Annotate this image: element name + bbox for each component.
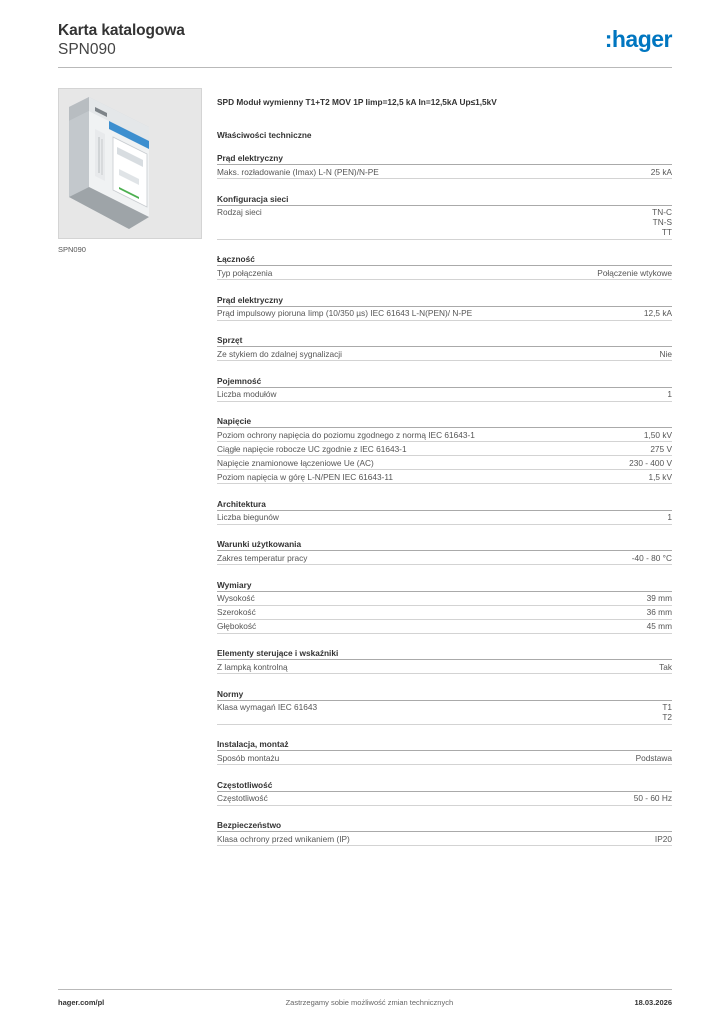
spec-label: Prąd impulsowy pioruna Iimp (10/350 µs) IEC 61643 L-N(PEN)/ N-PE (217, 308, 473, 318)
spec-row (217, 832, 672, 846)
section-title: Warunki użytkowania (217, 539, 672, 551)
section-gap (217, 806, 672, 821)
spec-value (651, 167, 672, 177)
spec-value-item: 1 (667, 512, 672, 522)
footer-website-link[interactable]: hager.com/pl (58, 998, 105, 1007)
page-footer (58, 989, 672, 1007)
spec-label: Wysokość (217, 593, 255, 603)
spec-row (217, 165, 672, 179)
spec-row (217, 620, 672, 634)
section-title: Sprzęt (217, 335, 672, 347)
spec-label: Typ połączenia (217, 267, 273, 278)
spec-row (217, 388, 672, 402)
spec-row (217, 307, 672, 321)
section-gap (217, 361, 672, 376)
section-title: Częstotliwość (217, 780, 672, 792)
spec-label: Poziom napięcia w górę L-N/PEN IEC 61643-11 (217, 471, 394, 482)
section-gap (217, 240, 672, 255)
product-title: SPD Moduł wymienny T1+T2 MOV 1P Iimp=12,5 kA In=12,5kA Up≤1,5kV (217, 97, 497, 107)
hager-logo: :hager (604, 26, 672, 52)
spec-row (217, 456, 672, 470)
footer-date: 18.03.2026 (634, 998, 672, 1007)
spec-value (644, 308, 672, 318)
spec-value (647, 621, 672, 631)
section-title: Prąd elektryczny (217, 295, 672, 307)
spec-value (632, 553, 672, 563)
spec-value-item: 25 kA (650, 166, 672, 177)
page-header (58, 22, 672, 68)
section-title: Bezpieczeństwo (217, 820, 672, 832)
spec-value-item: Nie (659, 348, 672, 359)
section-gap (217, 634, 672, 649)
spec-value-item: 230 - 400 V (629, 457, 672, 468)
spec-value-item: Połączenie wtykowe (597, 267, 672, 278)
section-gap (217, 321, 672, 336)
section-gap (217, 280, 672, 295)
spec-value (650, 444, 672, 454)
product-image (58, 88, 202, 239)
section-title: Pojemność (217, 376, 672, 388)
spec-label: Z lampką kontrolną (217, 661, 288, 672)
spec-value-item: Podstawa (635, 752, 672, 763)
spec-row (217, 511, 672, 525)
spec-row (217, 660, 672, 674)
section-gap (217, 565, 672, 580)
spec-value (634, 793, 672, 803)
section-gap (217, 725, 672, 740)
section-gap (217, 765, 672, 780)
spec-value (655, 834, 672, 844)
footer-disclaimer: Zastrzegamy sobie możliwość zmian technicznych (285, 998, 454, 1007)
spec-label: Częstotliwość (217, 793, 268, 803)
spec-row (217, 792, 672, 806)
section-title: Elementy sterujące i wskaźniki (217, 648, 672, 660)
spec-value-item: 45 mm (646, 621, 672, 631)
spec-label: Rodzaj sieci (217, 207, 262, 217)
spec-value (644, 430, 672, 440)
spec-value (629, 458, 672, 468)
spec-label: Klasa wymagań IEC 61643 (217, 702, 318, 712)
spec-row (217, 442, 672, 456)
section-gap (217, 525, 672, 540)
spec-row (217, 428, 672, 442)
spec-value (667, 512, 672, 522)
spec-value-item: 12,5 kA (643, 308, 672, 318)
spec-value-item: 1,50 kV (643, 429, 672, 440)
spec-value (667, 389, 672, 399)
section-title: Łączność (217, 254, 672, 266)
section-title: Prąd elektryczny (217, 153, 672, 165)
section-title: Normy (217, 689, 672, 701)
spec-label: Ciągłe napięcie robocze UC zgodnie z IEC 61643-1 (217, 443, 407, 454)
spec-value (652, 207, 672, 237)
spec-sections (217, 153, 672, 861)
spec-content (217, 97, 672, 861)
spec-label: Liczba biegunów (217, 512, 279, 522)
spec-row (217, 606, 672, 620)
section-title: Instalacja, montaż (217, 739, 672, 751)
section-gap (217, 674, 672, 689)
spec-value-item: TN-C (652, 207, 672, 217)
section-title: Wymiary (217, 580, 672, 592)
section-title: Konfiguracja sieci (217, 194, 672, 206)
spec-label: Zakres temperatur pracy (217, 552, 308, 563)
spec-value-item: 39 mm (646, 593, 672, 603)
spec-value-item: 275 V (650, 443, 672, 454)
spec-value (647, 593, 672, 603)
section-title: Napięcie (217, 416, 672, 428)
spec-label: Szerokość (217, 607, 256, 617)
product-code: SPN090 (58, 41, 116, 58)
spec-row (217, 751, 672, 765)
spec-label: Ze stykiem do zdalnej sygnalizacji (217, 348, 342, 359)
spec-value-item: -40 - 80 °C (631, 552, 672, 563)
spec-value-item: 1 (667, 389, 672, 399)
spec-value-item: 50 - 60 Hz (633, 793, 672, 803)
spec-row (217, 470, 672, 484)
spec-value-item: 1,5 kV (648, 471, 672, 482)
section-gap (217, 484, 672, 499)
spec-value-item: TT (661, 227, 672, 237)
spec-label: Poziom ochrony napięcia do poziomu zgodnego z normą IEC 61643-1 (217, 429, 475, 440)
spec-label: Napięcie znamionowe łączeniowe Ue (AC) (217, 457, 374, 468)
spec-value (648, 472, 672, 482)
page-title: Karta katalogowa (58, 22, 185, 39)
spec-row (217, 551, 672, 565)
spec-label: Sposób montażu (217, 752, 280, 763)
spec-value-item: 36 mm (646, 607, 672, 617)
spec-value-item: Tak (659, 661, 672, 672)
spec-value (659, 662, 672, 672)
spec-value (660, 349, 672, 359)
spec-value (647, 607, 672, 617)
spd-module-icon (59, 89, 203, 240)
spec-value (662, 702, 672, 722)
spec-value (636, 753, 672, 763)
spec-value (597, 268, 672, 278)
spec-row (217, 592, 672, 606)
section-gap (217, 179, 672, 194)
section-gap (217, 402, 672, 417)
spec-value-item: TN-S (652, 217, 672, 227)
spec-value-item: IP20 (654, 833, 672, 844)
section-gap (217, 846, 672, 861)
properties-title: Właściwości techniczne (217, 130, 312, 140)
spec-row (217, 266, 672, 280)
spec-row (217, 701, 672, 725)
spec-label: Klasa ochrony przed wnikaniem (IP) (217, 833, 350, 844)
spec-row (217, 347, 672, 361)
image-caption: SPN090 (58, 245, 86, 254)
section-title: Architektura (217, 499, 672, 511)
spec-value-item: T2 (662, 712, 672, 722)
spec-label: Maks. rozładowanie (Imax) L-N (PEN)/N-PE (217, 166, 379, 177)
spec-label: Głębokość (217, 621, 257, 631)
spec-row (217, 206, 672, 240)
spec-label: Liczba modułów (217, 389, 277, 399)
spec-value-item: T1 (662, 702, 672, 712)
